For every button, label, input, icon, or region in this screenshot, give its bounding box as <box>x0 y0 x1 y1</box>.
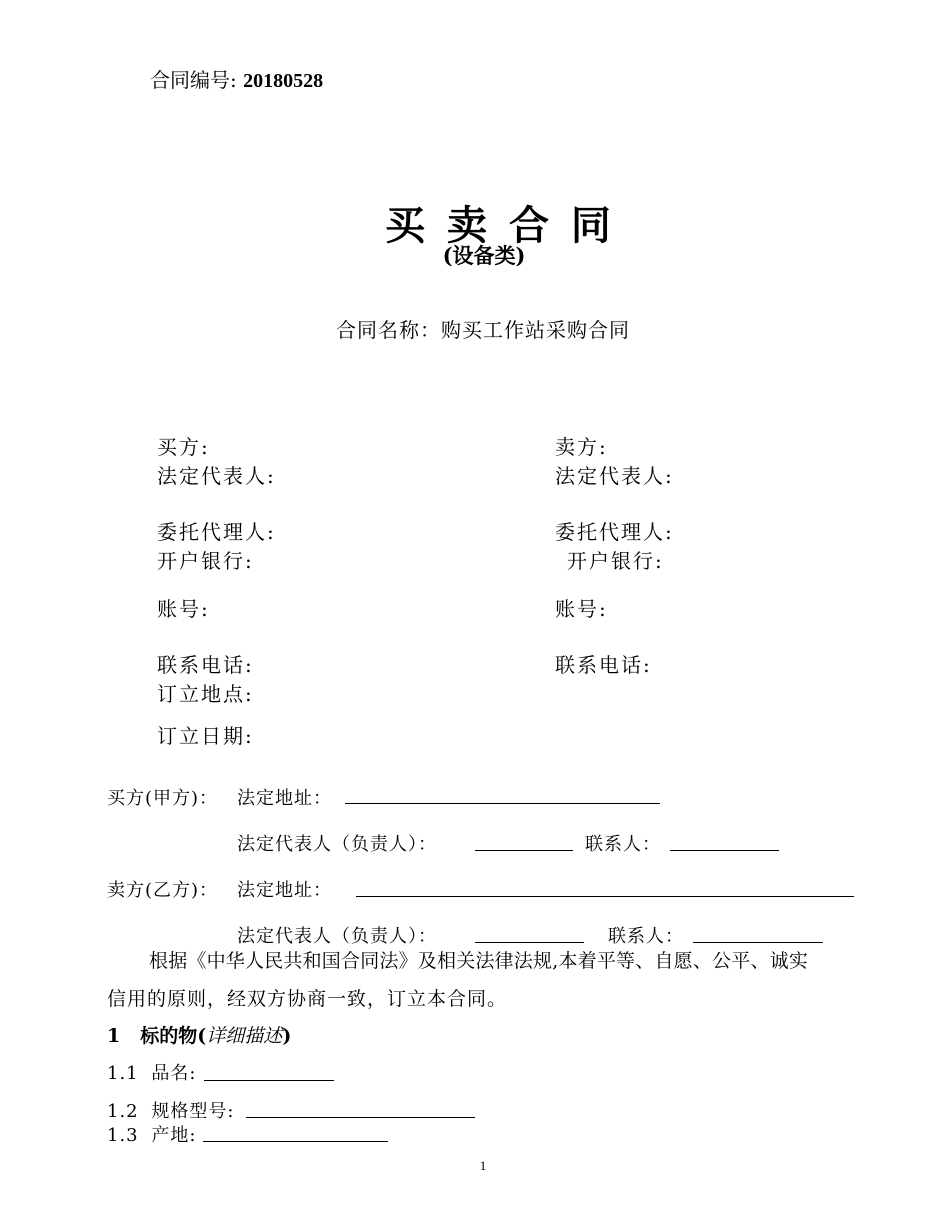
buyer-contact-label: 联系人： <box>585 834 661 855</box>
item-1-2-field[interactable] <box>246 1117 475 1118</box>
seller-legal-rep-field[interactable] <box>475 942 584 943</box>
item-1-3-field[interactable] <box>203 1141 388 1142</box>
intro-line-1: 根据《中华人民共和国合同法》及相关法律法规,本着平等、自愿、公平、诚实 <box>149 950 809 972</box>
item-1-3-label: 产地: <box>151 1125 197 1146</box>
buyer-name-label: 买方: <box>157 435 210 459</box>
item-1-2-number: 1.2 <box>107 1101 139 1122</box>
page-number: 1 <box>479 1158 487 1173</box>
buyer-bank-label: 开户银行: <box>157 549 254 573</box>
intro-line-2: 信用的原则，经双方协商一致，订立本合同。 <box>107 988 508 1010</box>
item-1-1-number: 1.1 <box>107 1063 139 1084</box>
signing-date-label: 订立日期: <box>157 724 254 748</box>
item-1-3-number: 1.3 <box>107 1125 139 1146</box>
item-1-3 <box>107 1121 196 1147</box>
item-1-2-label: 规格型号: <box>151 1101 235 1122</box>
document-subtitle: (设备类) <box>442 243 526 268</box>
contract-name: 合同名称：购买工作站采购合同 <box>336 318 630 342</box>
seller-address-label: 法定地址： <box>237 880 332 901</box>
contract-number-label: 合同编号: <box>150 68 237 92</box>
buyer-agent-label: 委托代理人: <box>157 520 276 544</box>
item-1-1 <box>107 1059 196 1085</box>
buyer-phone-label: 联系电话: <box>157 653 254 677</box>
buyer-legal-rep-label-2: 法定代表人（负责人）： <box>237 834 437 855</box>
seller-account-label: 账号: <box>555 597 608 621</box>
item-1-1-label: 品名: <box>151 1063 197 1084</box>
seller-name-label: 卖方: <box>555 435 608 459</box>
item-1-1-field[interactable] <box>204 1080 334 1081</box>
seller-agent-label: 委托代理人: <box>555 520 674 544</box>
signing-place-label: 订立地点: <box>157 682 254 706</box>
buyer-contact-field[interactable] <box>670 850 779 851</box>
seller-party-label: 卖方(乙方)： <box>107 880 219 901</box>
seller-bank-label: 开户银行: <box>567 549 664 573</box>
seller-address-field[interactable] <box>356 896 854 897</box>
buyer-address-label: 法定地址： <box>237 788 332 809</box>
buyer-legal-rep-label: 法定代表人: <box>157 464 276 488</box>
buyer-account-label: 账号: <box>157 597 210 621</box>
buyer-address-field[interactable] <box>345 803 660 804</box>
contract-number-value: 20180528 <box>243 70 324 92</box>
buyer-party-label: 买方(甲方)： <box>107 788 219 809</box>
seller-contact-label: 联系人： <box>608 926 684 947</box>
section-1-number: 1 <box>107 1025 121 1047</box>
section-1-title: 标的物 <box>140 1025 198 1047</box>
section-1-paren-close: ) <box>282 1025 292 1047</box>
contract-number <box>150 64 323 93</box>
seller-phone-label: 联系电话: <box>555 653 652 677</box>
seller-contact-field[interactable] <box>693 942 823 943</box>
section-1-heading <box>107 1021 291 1048</box>
section-1-note: 详细描述 <box>206 1025 283 1047</box>
buyer-legal-rep-field[interactable] <box>475 850 573 851</box>
item-1-2 <box>107 1097 234 1123</box>
document-title: 买 卖 合 同 <box>385 202 615 249</box>
seller-legal-rep-label-2: 法定代表人（负责人）： <box>237 926 437 947</box>
seller-legal-rep-label: 法定代表人: <box>555 464 674 488</box>
section-1-paren-open: ( <box>197 1025 207 1047</box>
